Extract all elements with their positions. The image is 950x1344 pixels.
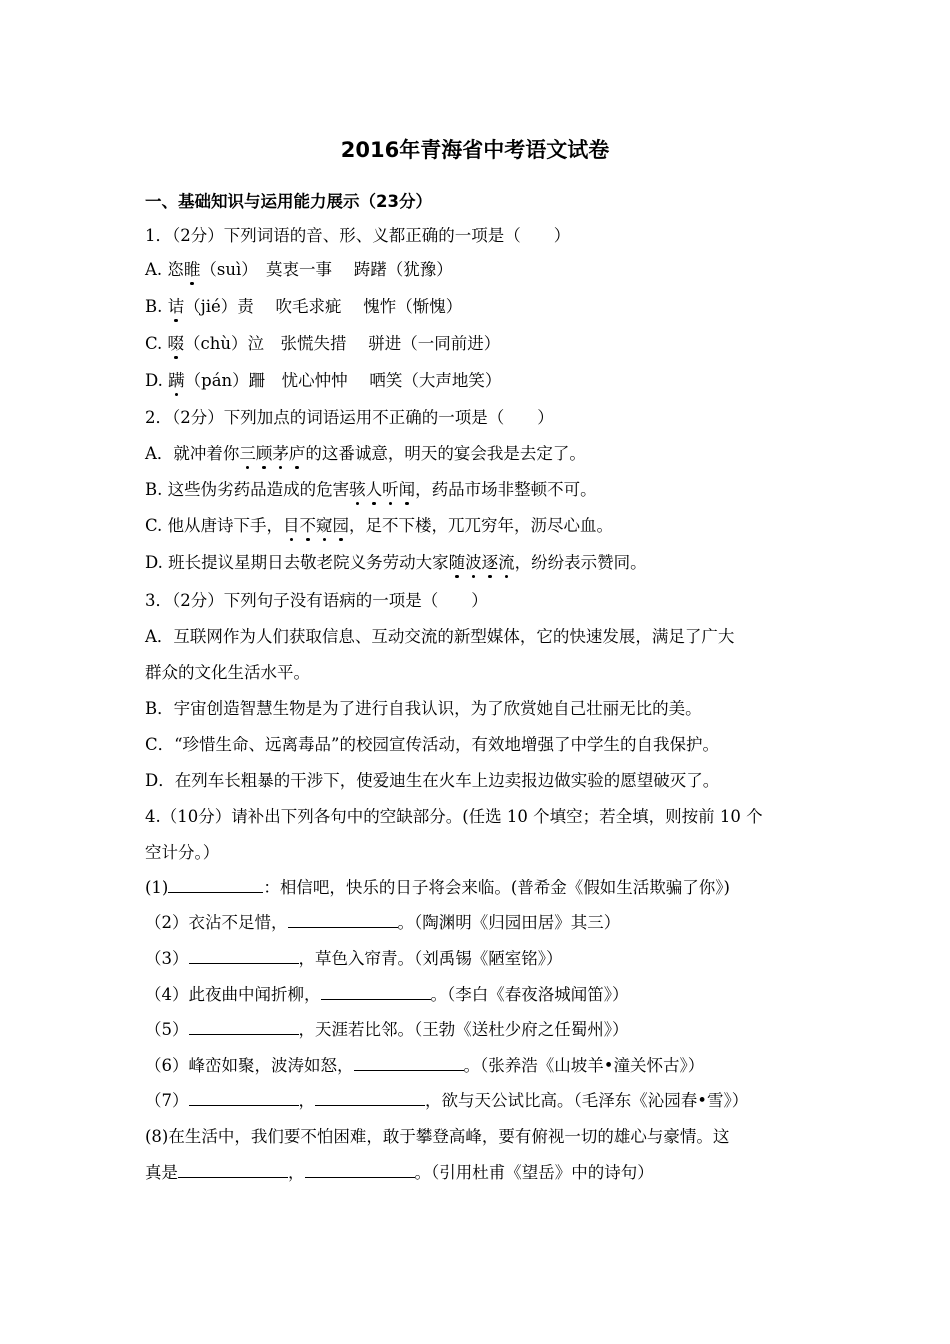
answer-blank[interactable] (354, 1069, 464, 1071)
q3-option-c: C．“珍惜生命、远离毒品”的校园宣传活动，有效地增强了中学生的自我保护。 (145, 735, 719, 754)
q4-item-8: (8)在生活中，我们要不怕困难，敢于攀登高峰，要有俯视一切的雄心与豪情。这 (145, 1127, 730, 1146)
q2-option-c: C. 他从唐诗下手，目不窥园，足不下楼，兀兀穷年，沥尽心血。 (145, 516, 614, 535)
emphasis-char: 人 (365, 480, 383, 499)
emphasis-char: 蹒 (168, 371, 185, 390)
q4-item-2: （2）衣沾不足惜， 。（陶渊明《归园田居》其三） (145, 913, 621, 932)
q3-option-d: D．在列车长粗暴的干涉下，使爱迪生在火车上边卖报边做实验的愿望破灭了。 (145, 771, 720, 790)
q3-option-a-cont: 群众的文化生活水平。 (145, 663, 310, 682)
page-title: 2016年青海省中考语文试卷 (340, 138, 610, 162)
emphasis-char: 啜 (167, 334, 185, 353)
answer-blank[interactable] (288, 926, 398, 928)
q3-option-a: A．互联网作为人们获取信息、互动交流的新型媒体，它的快速发展，满足了广大 (145, 627, 735, 646)
answer-blank[interactable] (315, 1104, 425, 1106)
answer-blank[interactable] (189, 962, 299, 964)
emphasis-char: 波 (465, 553, 482, 572)
emphasis-char: 不 (299, 516, 317, 535)
q4-item-1: (1) ：相信吧，快乐的日子将会来临。(普希金《假如生活欺骗了你》) (145, 878, 730, 897)
emphasis-char: 诘 (167, 297, 185, 316)
q4-stem-cont: 空计分。） (145, 843, 220, 862)
emphasis-char: 目 (283, 516, 300, 535)
emphasis-char: 流 (498, 553, 515, 572)
answer-blank[interactable] (189, 1033, 299, 1035)
emphasis-char: 听 (382, 480, 399, 499)
emphasis-char: 茅 (272, 444, 289, 463)
q4-stem: 4.（10分）请补出下列各句中的空缺部分。(任选 10 个填空；若全填，则按前 10 个 (145, 807, 763, 826)
q4-item-6: （6）峰峦如聚，波涛如怒， 。（张养浩《山坡羊•潼关怀古》） (145, 1056, 705, 1075)
answer-blank[interactable] (321, 998, 431, 1000)
q2-option-a: A．就冲着你三顾茅庐的这番诚意，明天的宴会我是去定了。 (145, 444, 586, 463)
answer-blank[interactable] (189, 1104, 299, 1106)
q4-item-5: （5） ，天涯若比邻。（王勃《送杜少府之任蜀州》） (145, 1020, 629, 1039)
q4-item-7: （7） ， ，欲与天公试比高。（毛泽东《沁园春•雪》） (145, 1091, 749, 1110)
q1-option-a: A. 恣睢（suì） 莫衷一事 踌躇（犹豫） (145, 260, 453, 279)
emphasis-char: 闻 (398, 480, 416, 499)
emphasis-char: 随 (448, 553, 466, 572)
emphasis-char: 睢 (183, 260, 201, 279)
q2-stem: 2．（2分）下列加点的词语运用不正确的一项是（ ） (145, 408, 554, 427)
emphasis-char: 三 (239, 444, 256, 463)
emphasis-char: 骇 (349, 480, 366, 499)
q2-option-d: D. 班长提议星期日去敬老院义务劳动大家随波逐流，纷纷表示赞同。 (145, 553, 647, 572)
q4-item-3: （3） ，草色入帘青。（刘禹锡《陋室铭》） (145, 949, 563, 968)
section-heading: 一、基础知识与运用能力展示（23分） (145, 192, 432, 211)
emphasis-char: 逐 (481, 553, 499, 572)
q3-stem: 3．（2分）下列句子没有语病的一项是（ ） (145, 591, 488, 610)
q4-item-4: （4）此夜曲中闻折柳， 。（李白《春夜洛城闻笛》） (145, 985, 629, 1004)
emphasis-char: 园 (332, 516, 350, 535)
answer-blank[interactable] (305, 1176, 415, 1178)
q1-option-c: C. 啜（chù）泣 张慌失措 骈进（一同前进） (145, 334, 501, 353)
q4-item-8-cont: 真是 ， 。（引用杜甫《望岳》中的诗句） (145, 1163, 654, 1182)
answer-blank[interactable] (168, 891, 263, 893)
emphasis-char: 顾 (255, 444, 273, 463)
q2-option-b: B. 这些伪劣药品造成的危害骇人听闻，药品市场非整顿不可。 (145, 480, 597, 499)
q1-option-b: B. 诘（jié）责 吹毛求疵 愧怍（惭愧） (145, 297, 463, 316)
emphasis-char: 窥 (316, 516, 333, 535)
q1-option-d: D. 蹒（pán）跚 忧心忡忡 哂笑（大声地笑） (145, 371, 502, 390)
answer-blank[interactable] (178, 1176, 288, 1178)
q3-option-b: B．宇宙创造智慧生物是为了进行自我认识，为了欣赏她自己壮丽无比的美。 (145, 699, 702, 718)
q1-stem: 1．（2分）下列词语的音、形、义都正确的一项是（ ） (145, 226, 571, 245)
emphasis-char: 庐 (288, 444, 306, 463)
